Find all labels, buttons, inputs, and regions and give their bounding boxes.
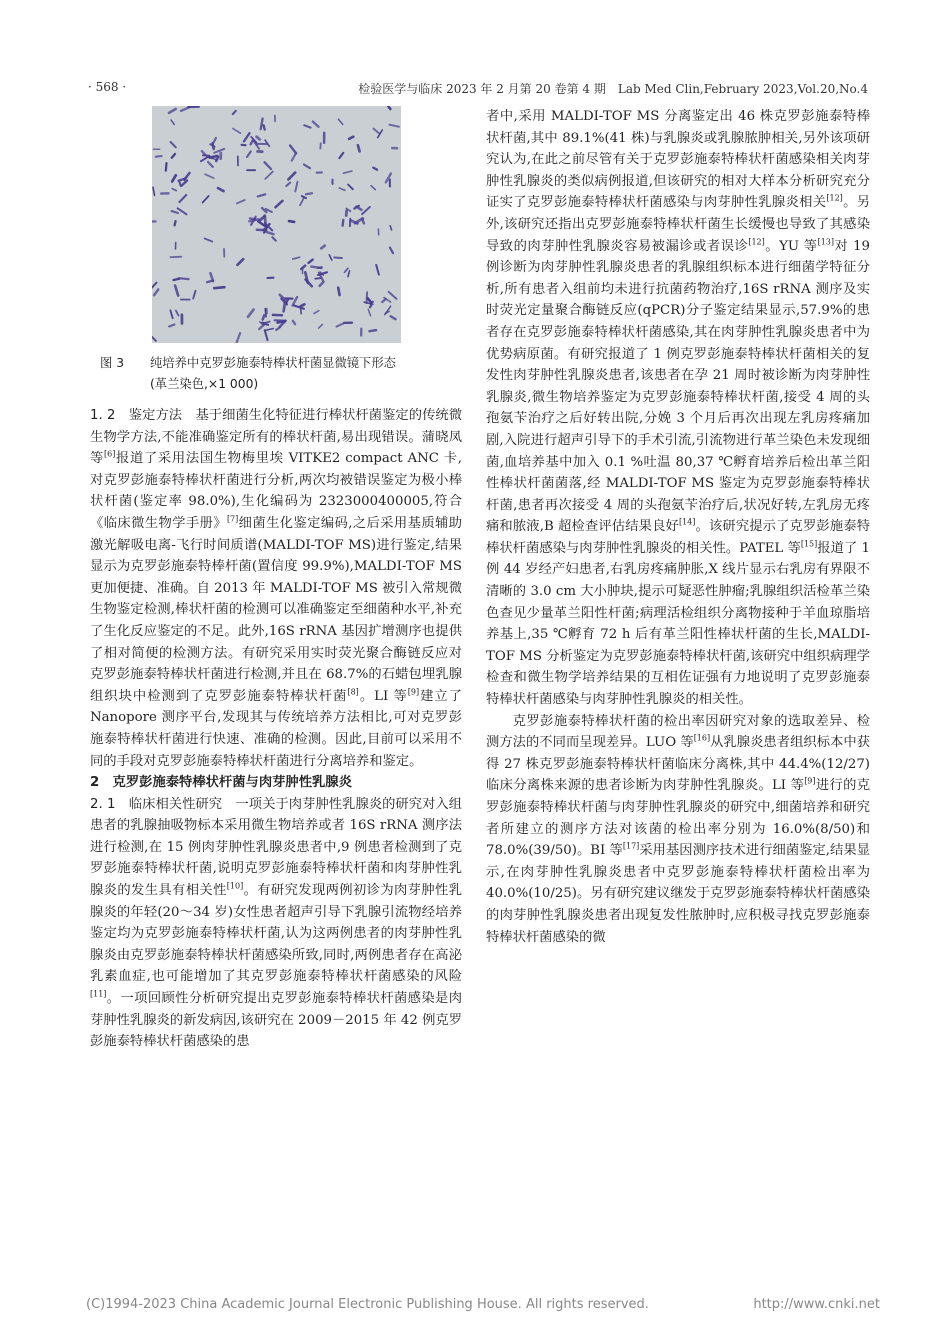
section-number-2-1: 2. 1 [90, 796, 116, 812]
citation-12: [12] [826, 193, 843, 203]
micrograph-figure [152, 106, 401, 343]
paragraph-right-1: 者中,采用 MALDI-TOF MS 分离鉴定出 46 株克罗彭施泰特棒状杆菌,其中 89.1%(41 株)与乳腺炎或乳腺脓肿相关,另外该项研究认为,在此之前尽管有关于克罗彭施泰特棒状杆菌感染相关肉芽肿性乳腺炎的类似病例报道,但该研究的相对大样本分析研究充分证实了克罗彭施泰特棒状杆菌感染与肉芽肿性乳腺炎相关[12]。另外,该研究还指出克罗彭施泰特棒状杆菌生长缓慢也导致了其感染导致的肉芽肿性乳腺炎容易被漏诊或者误诊[12]。YU 等[13]对 19 例诊断为肉芽肿性乳腺炎患者的乳腺组织标本进行细菌学特征分析,所有患者入组前均未进行抗菌药物治疗,16S rRNA 测序及实时荧光定量聚合酶链反应(qPCR)分子鉴定结果显示,57.9%的患者存在克罗彭施泰特棒状杆菌感染,其在肉芽肿性乳腺炎患者中为优势病原菌。有研究报道了 1 例克罗彭施泰特棒状杆菌相关的复发性肉芽肿性乳腺炎患者,该患者在孕 21 周时被诊断为肉芽肿性乳腺炎,微生物培养鉴定为克罗彭施泰特棒状杆菌,接受 4 周的头孢氨苄治疗之后好转出院,分娩 3 个月后再次出现左乳房疼痛加剧,入院进行超声引导下的手术引流,引流物进行革兰染色未发现细菌,血培养基中加入 0.1 %吐温 80,37 ℃孵育培养后检出革兰阳性棒状杆菌菌落,经 MALDI-TOF MS 鉴定为克罗彭施泰特棒状杆菌,患者再次接受 4 周的头孢氨苄治疗后,状况好转,左乳房无疼痛和脓液,B 超检查评估结果良好[14]。该研究提示了克罗彭施泰特棒状杆菌感染与肉芽肿性乳腺炎的相关性。PATEL 等[15]报道了 1 例 44 岁经产妇患者,右乳房疼痛肿胀,X 线片显示右乳房有界限不清晰的 3.0 cm 大小肿块,提示可疑恶性肿瘤;乳腺组织活检革兰染色查见少量革兰阳性杆菌;病理活检组织分离物接种于羊血琼脂培养基上,35 ℃孵育 72 h 后有革兰阳性棒状杆菌的生长,MALDI-TOF MS 分析鉴定为克罗彭施泰特棒状杆菌,该研究中组织病理学检查和微生物学培养结果的互相佐证强有力地说明了克罗彭施泰特棒状杆菌感染与肉芽肿性乳腺炎的相关性。 [486, 109, 871, 708]
citation-6: [6] [103, 449, 116, 459]
citation-12: [12] [748, 237, 765, 247]
citation-13: [13] [817, 237, 835, 247]
paragraph-right-2: 克罗彭施泰特棒状杆菌的检出率因研究对象的选取差异、检测方法的不同而呈现差异。LUO 等[16]从乳腺炎患者组织标本中获得 27 株克罗彭施泰特棒状杆菌临床分离株,其中 44.4%(12/27)临床分离株来源的患者诊断为肉芽肿性乳腺炎。LI 等[9]进行的克罗彭施泰特棒状杆菌与肉芽肿性乳腺炎的研究中,细菌培养和研究者所建立的测序方法对该菌的检出率分别为 16.0%(8/50)和 78.0%(39/50)。BI 等[17]采用基因测序技术进行细菌鉴定,结果显示,在肉芽肿性乳腺炎患者中克罗彭施泰特棒状杆菌检出率为 40.0%(10/25)。另有研究建议继发于克罗彭施泰特棒状杆菌感染的肉芽肿性乳腺炎患者出现复发性脓肿时,应积极寻找克罗彭施泰特棒状杆菌感染的微 [486, 713, 871, 945]
citation-16: [16] [693, 733, 711, 743]
section-number-1-2: 1. 2 [90, 408, 116, 423]
footer [86, 1297, 880, 1312]
section-heading-2: 2 克罗彭施泰特棒状杆菌与肉芽肿性乳腺炎 [90, 775, 352, 791]
citation-17: [17] [622, 841, 640, 851]
paragraph-1-2: 1. 2 鉴定方法 基于细菌生化特征进行棒状杆菌鉴定的传统微生物学方法,不能准确鉴定所有的棒状杆菌,易出现错误。蒲晓凤等[6]报道了采用法国生物梅里埃 VITKE2 compact ANC 卡,对克罗彭施泰特棒状杆菌进行分析,两次均被错误鉴定为极小棒状杆菌(鉴定率 98.0%),生化编码为 2323000400005,符合《临床微生物学手册》[7]细菌生化鉴定编码,之后采用基质辅助激光解吸电离-飞行时间质谱(MALDI-TOF MS)进行鉴定,结果显示为克罗彭施泰特棒杆菌(置信度 99.9%),MALDI-TOF MS 更加便捷、准确。自 2013 年 MALDI-TOF MS 被引入常规微生物鉴定检测,棒状杆菌的检测可以准确鉴定至细菌种水平,补充了生化反应鉴定的不足。此外,16S rRNA 基因扩增测序也提供了相对简便的检测方法。有研究采用实时荧光聚合酶链反应对克罗彭施泰特棒状杆菌进行检测,并且在 68.7%的石蜡包埋乳腺组织块中检测到了克罗彭施泰特棒状杆菌[8]。LI 等[9]建立了 Nanopore 测序平台,发现其与传统培养方法相比,可对克罗彭施泰特棒状杆菌进行快速、准确的检测。因此,目前可以采用不同的手段对克罗彭施泰特棒状杆菌进行分离培养和鉴定。 [90, 408, 463, 769]
paragraph-2-1: 2. 1 临床相关性研究 一项关于肉芽肿性乳腺炎的研究对入组患者的乳腺抽吸物标本采用微生物培养或者 16S rRNA 测序法进行检测,在 15 例肉芽肿性乳腺炎患者中,9 例患者检测到了克罗彭施泰特棒状杆菌,说明克罗彭施泰特棒状杆菌和肉芽肿性乳腺炎的发生具有相关性[10]。有研究发现两例初诊为肉芽肿性乳腺炎的年轻(20～34 岁)女性患者超声引导下乳腺引流物经培养鉴定均为克罗彭施泰特棒状杆菌,认为这两例患者的肉芽肿性乳腺炎由克罗彭施泰特棒状杆菌感染所致,同时,两例患者存在高泌乳素血症,也可能增加了其克罗彭施泰特棒状杆菌感染的风险[11]。一项回顾性分析研究提出克罗彭施泰特棒状杆菌感染是肉芽肿性乳腺炎的新发病因,该研究在 2009－2015 年 42 例克罗彭施泰特棒状杆菌感染的患 [90, 796, 463, 1050]
citation-15: [15] [800, 539, 818, 549]
section-title-1-2: 鉴定方法 [128, 408, 183, 423]
figure-label: 图 3 [100, 356, 125, 370]
citation-14: [14] [678, 517, 696, 527]
right-column [486, 106, 870, 948]
citation-10: [10] [226, 881, 244, 891]
citation-11: [11] [90, 989, 107, 999]
left-column [90, 405, 462, 1053]
footer-url: http://www.cnki.net [753, 1297, 880, 1312]
citation-9: [9] [407, 687, 420, 697]
citation-8: [8] [347, 687, 359, 697]
figure-caption-line1: 纯培养中克罗彭施泰特棒状杆菌显微镜下形态 [150, 356, 396, 370]
page-number: · 568 · [88, 80, 127, 94]
figure-caption-line2: (革兰染色,×1 000) [150, 377, 259, 391]
micrograph-image [152, 106, 401, 343]
citation-7: [7] [226, 514, 239, 524]
citation-9: [9] [804, 776, 816, 786]
copyright-notice: (C)1994-2023 China Academic Journal Electronic Publishing House. All rights reserved. [86, 1297, 649, 1312]
section-title-2-1: 临床相关性研究 [128, 796, 223, 812]
journal-header: 检验医学与临床 2023 年 2 月第 20 卷第 4 期 Lab Med Clin,February 2023,Vol.20,No.4 [358, 82, 868, 96]
